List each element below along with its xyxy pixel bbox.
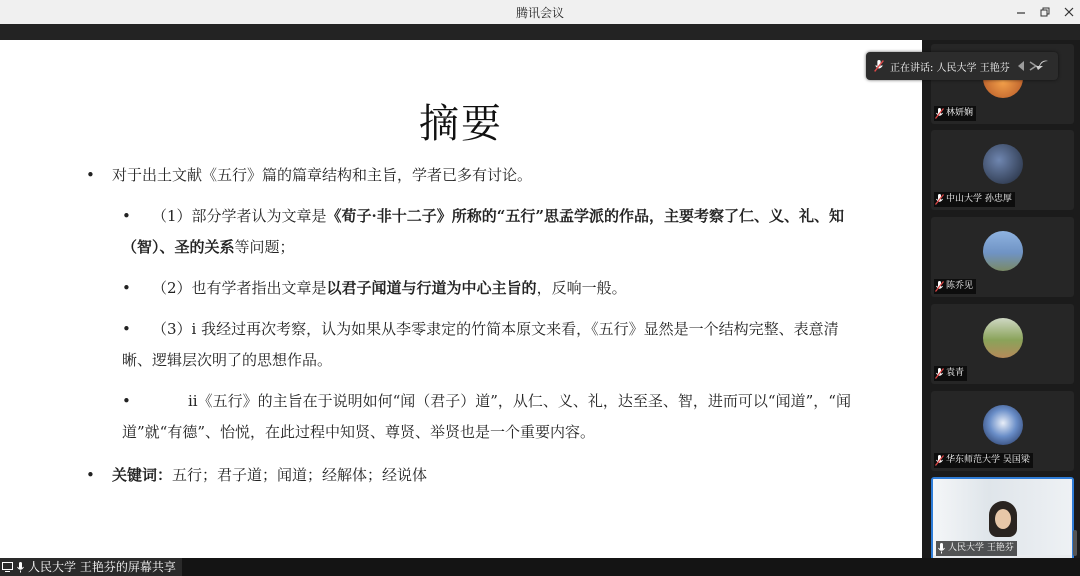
bullet-text: （3）i 我经过再次考察，认为如果从李零隶定的竹简本原文来看，《五行》显然是一个结构完整、表意清晰、逻辑层次明了的思想作品。 — [122, 320, 839, 369]
screen-share-icon — [2, 562, 13, 572]
bullet-dot: • — [122, 279, 131, 297]
speaker-audio-icon — [1016, 59, 1050, 73]
participant-name-tag: 华东师范大学 吴国梁 — [934, 453, 1033, 468]
toolbar-band — [0, 24, 1080, 40]
bullet-text: ii《五行》的主旨在于说明如何“闻（君子）道”，从仁、义、礼，达至圣、智，进而可以“闻道”，“闻道”就“有德”、怡悦，在此过程中知贤、尊贤、举贤也是一个重要内容。 — [122, 392, 851, 441]
bullet-text: 对于出土文献《五行》篇的篇章结构和主旨，学者已多有讨论。 — [112, 166, 533, 184]
keywords-label: 关键词： — [112, 466, 173, 484]
microphone-muted-icon — [935, 455, 944, 466]
participant-tile[interactable] — [931, 391, 1074, 471]
participant-tile[interactable] — [931, 130, 1074, 210]
participant-panel — [922, 40, 1080, 558]
bullet-text-bold: 以君子闻道与行道为中心主旨的 — [326, 279, 537, 297]
close-icon — [1064, 7, 1074, 17]
bullet-item — [86, 160, 866, 191]
avatar — [983, 318, 1023, 358]
bullet-item — [122, 314, 866, 376]
bullet-item — [86, 460, 866, 491]
microphone-muted-icon — [935, 194, 944, 205]
bullet-dot: • — [86, 166, 95, 184]
slide-bullet-list — [86, 160, 866, 491]
close-button[interactable] — [1054, 0, 1080, 24]
microphone-muted-icon — [935, 368, 944, 379]
bullet-item — [122, 386, 866, 448]
restore-icon — [1040, 7, 1050, 17]
shared-screen-slide — [0, 40, 922, 558]
panel-scrollbar[interactable] — [1073, 530, 1077, 556]
bullet-dot: • — [122, 392, 131, 410]
bullet-text-bold: 《荀子·非十二子》所称的“五行”思孟学派的作品，主要考察了仁、义、礼、知（智）、圣的关系 — [122, 207, 845, 256]
bullet-dot: • — [122, 207, 131, 225]
minimize-icon — [1016, 7, 1026, 17]
avatar — [983, 231, 1023, 271]
participant-name-tag: 林妍娴 — [934, 106, 976, 121]
microphone-muted-icon — [935, 281, 944, 292]
face — [995, 509, 1011, 529]
participant-name-tag: 陈乔见 — [934, 279, 976, 294]
bullet-item — [122, 273, 866, 304]
bullet-text: 等问题； — [234, 238, 295, 256]
bullet-dot: • — [86, 466, 95, 484]
microphone-muted-icon — [935, 108, 944, 119]
bullet-item — [122, 201, 866, 263]
bullet-text: ，反响一般。 — [536, 279, 627, 297]
speaking-indicator — [866, 52, 1058, 80]
participant-name-tag: 中山大学 孙忠厚 — [934, 192, 1015, 207]
microphone-icon — [937, 543, 946, 554]
window-titlebar — [0, 0, 1080, 25]
bullet-text: （1）部分学者认为文章是 — [152, 207, 327, 225]
avatar — [983, 405, 1023, 445]
keywords-text: 五行；君子道；闻道；经解体；经说体 — [172, 466, 428, 484]
bullet-dot: • — [122, 320, 131, 338]
slide-title: 摘要 — [419, 101, 503, 147]
participant-tile[interactable] — [931, 217, 1074, 297]
speaking-microphone-icon — [874, 60, 884, 72]
speaking-text: 正在讲话: 人民大学 王艳芬 — [890, 62, 1010, 74]
participant-tile[interactable] — [931, 304, 1074, 384]
screen-share-text: 人民大学 王艳芬的屏幕共享 — [28, 560, 176, 574]
bullet-text: （2）也有学者指出文章是 — [152, 279, 327, 297]
microphone-icon — [16, 562, 25, 573]
window-title: 腾讯会议 — [515, 6, 564, 20]
participant-name-tag: 人民大学 王艳芬 — [936, 541, 1017, 556]
participant-name-tag: 袁青 — [934, 366, 967, 381]
screen-share-label — [0, 558, 182, 576]
avatar — [983, 144, 1023, 184]
participant-tile-active-speaker[interactable] — [931, 477, 1074, 561]
